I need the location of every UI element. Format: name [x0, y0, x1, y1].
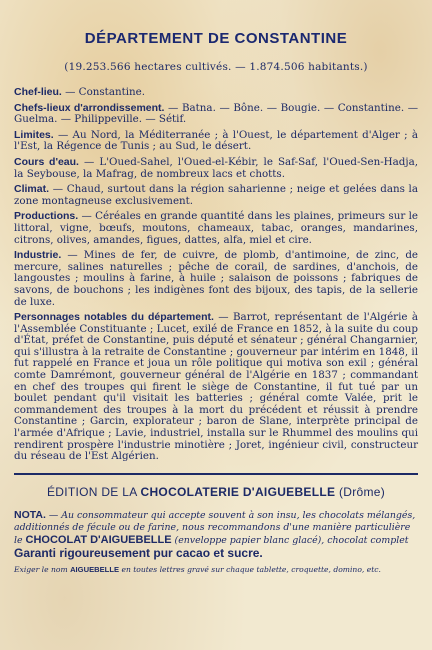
footer-prefix: Exiger le nom [14, 564, 71, 574]
section-arrondissements [14, 103, 418, 126]
nota-paragraph [14, 509, 418, 561]
nota-text: — Au consommateur qui accepte souvent à son insu, les chocolats mélangés, additionnés de fécule ou de farine, nous recommandons d'une manière particulière le [14, 509, 416, 546]
edition-line [14, 485, 418, 499]
section-text: — Chaud, surtout dans la région saharienne ; neige et gelées dans la zone montagneuse exclusivement. [14, 183, 418, 207]
footer-suffix: en toutes lettres gravé sur chaque tablette, croquette, domino, etc. [119, 564, 381, 574]
edition-brand: CHOCOLATERIE D'AIGUEBELLE [140, 484, 336, 499]
section-label: Personnages notables du département. [14, 311, 214, 324]
nota-text-2: (enveloppe papier blanc glacé), chocolat complet [171, 534, 409, 546]
section-climat [14, 184, 418, 207]
edition-prefix: ÉDITION DE LA [46, 484, 141, 499]
section-text: — Au Nord, la Méditerranée ; à l'Ouest, le département d'Alger ; à l'Est, la Régence de Tunis ; au Sud, le désert. [14, 128, 418, 153]
section-label: Cours d'eau. [14, 155, 79, 168]
nota-brand: CHOCOLAT D'AIGUEBELLE [25, 533, 172, 546]
nota-label: NOTA. [14, 508, 46, 521]
section-label: Chef-lieu. [14, 86, 62, 98]
section-industrie [14, 250, 418, 308]
section-text: — Barrot, représentant de l'Algérie à l'Assemblée Constituante ; Lucet, exilé de France en 1852, à la suite du coup d'État, préfet de Constantine, puis député et sénateur ; général Changarnier, qui s'illustra à la retraite de Constantine ; gouverneur par intérim en 1848, il fut rappelé en France et joua un rôle politique qui motiva son exil ; général comte Damrémont, gouverneur général de l'Algérie en 1837 ; commandant en chef des troupes qui firent le siège de Constantine, il fut tué par un boulet pendant qu'il visitait les batteries ; général comte Valée, prit le commandement des troupes à la mort du précédent et réussit à prendre Constantine ; Garcin, explorateur ; baron de Slane, interprète principal de l'armée d'Afrique ; Lavie, industriel, installa sur le Rhummel des moulins qui rendirent prospère l'industrie minotière ; Joret, ingénieur civil, constructeur du réseau de l'Est Algérien. [14, 311, 418, 463]
department-stats: (19.253.566 hectares cultivés. — 1.874.506 habitants.) [64, 61, 368, 73]
divider [14, 473, 418, 475]
section-cours-d-eau [14, 157, 418, 180]
section-label: Limites. [14, 128, 54, 141]
section-limites [14, 130, 418, 153]
section-chef-lieu [14, 87, 418, 99]
nota-guarantee: Garanti rigoureusement pur cacao et sucre. [14, 545, 263, 560]
footer-brand: AIGUEBELLE [70, 564, 120, 574]
section-label: Productions. [14, 210, 79, 223]
section-text: — Constantine. [61, 86, 146, 98]
section-text: — Céréales en grande quantité dans les plaines, primeurs sur le littoral, vigne, bœufs, moutons, chameaux, tabac, oranges, mandarines, citrons, olives, amandes, figues, dattes, alfa, miel et cire. [14, 210, 418, 246]
section-productions [14, 211, 418, 246]
footer-note [14, 565, 418, 574]
edition-suffix: (Drôme) [335, 484, 386, 499]
section-label: Chefs-lieux d'arrondissement. [14, 101, 165, 114]
page-title: DÉPARTEMENT DE CONSTANTINE [84, 30, 348, 47]
section-label: Industrie. [14, 249, 62, 262]
section-personnages [14, 312, 418, 463]
section-label: Climat. [14, 183, 50, 196]
section-text: — L'Oued-Sahel, l'Oued-el-Kébir, le Saf-Saf, l'Oued-Sen-Hadja, la Seybouse, la Mafrag, de nombreux lacs et chotts. [14, 155, 419, 180]
section-text: — Batna. — Bône. — Bougie. — Constantine. — Guelma. — Philippeville. — Sétif. [14, 101, 418, 126]
section-text: — Mines de fer, de cuivre, de plomb, d'antimoine, de zinc, de mercure, salines naturelles ; pêche de corail, de sardines, d'anchois, de langoustes ; moulins à farine, à huile ; salaison de poissons ; fabriques de savons, de bouchons ; les indigènes font des bijoux, des tapis, de la sellerie de luxe. [14, 249, 418, 308]
